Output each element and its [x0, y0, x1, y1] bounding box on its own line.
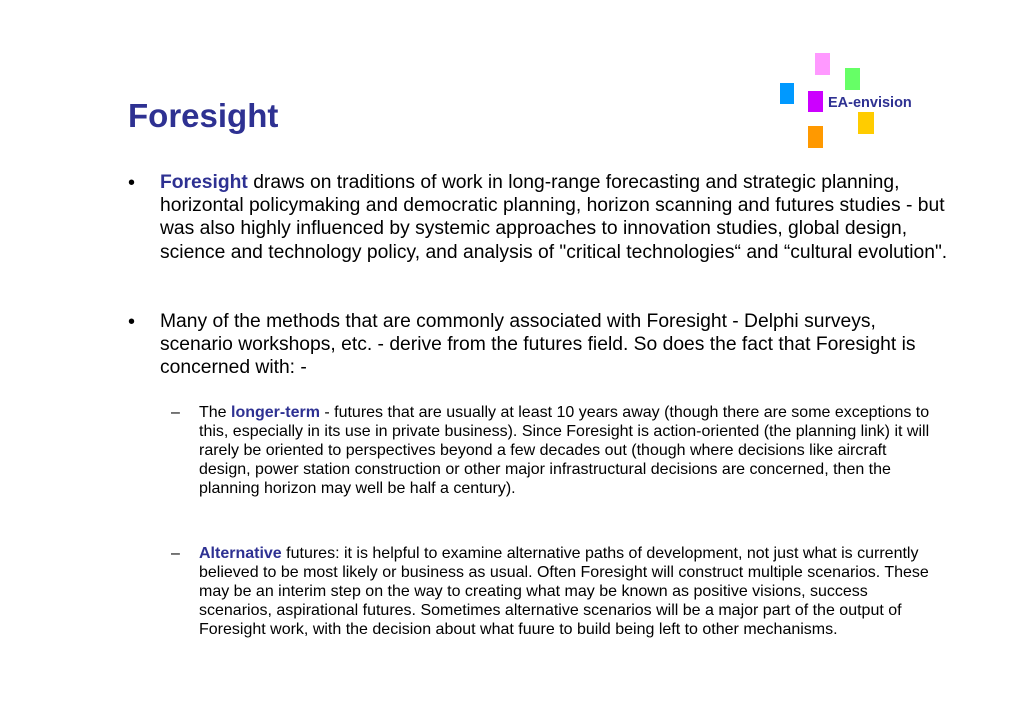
logo-square-pink [815, 53, 830, 75]
bullet-marker: • [128, 172, 136, 194]
logo-square-green [845, 68, 860, 90]
sub-bullet-marker: – [171, 404, 180, 421]
sub-bullet-body: - futures that are usually at least 10 years away (though there are some exceptions to this, especially in its use in private business). Since Foresight is action-oriented (the planning link) it will rarely be oriented to perspectives beyond a few decades out (though where decisions like aircraft design, power station construction or other major infrastructural decisions are concerned, then the planning horizon may well be half a century). [199, 404, 930, 498]
sub-bullet-highlight: Alternative [199, 545, 282, 562]
bullet-body: draws on traditions of work in long-range forecasting and strategic planning, horizontal policymaking and democratic planning, horizon scanning and futures studies - but was also highly influenced by systemic approaches to innovation studies, global design, science and technology policy, and analysis of "critical technologies“ and “cultural evolution". [160, 172, 948, 263]
sub-bullet-highlight: longer-term [231, 404, 320, 421]
slide-title: Foresight [128, 97, 279, 134]
sub-bullet-text [199, 403, 939, 498]
bullet-text [160, 171, 950, 264]
sub-bullet-text [199, 544, 939, 639]
bullet-highlight: Foresight [160, 172, 248, 193]
sub-bullet-prefix: The [199, 404, 232, 421]
logo-square-yellow [858, 112, 874, 134]
sub-bullet-body: futures: it is helpful to examine alternative paths of development, not just what is currently believed to be most likely or business as usual. Often Foresight will construct multiple scenarios. These may be an interim step on the way to creating what may be known as positive visions, success scenarios, aspirational futures. Sometimes alternative scenarios will be a major part of the output of Foresight work, with the decision about what fuure to build being left to other mechanisms. [199, 545, 929, 639]
logo-square-purple [808, 91, 823, 112]
logo-square-blue [780, 83, 794, 104]
logo-text: EA-envision [828, 95, 912, 111]
sub-bullet-marker: – [171, 545, 180, 562]
bullet-marker: • [128, 311, 136, 333]
bullet-text: Many of the methods that are commonly associated with Foresight - Delphi surveys, scenario workshops, etc. - derive from the futures field. So does the fact that Foresight is concerned with: - [160, 311, 916, 379]
logo-square-orange [808, 126, 823, 148]
